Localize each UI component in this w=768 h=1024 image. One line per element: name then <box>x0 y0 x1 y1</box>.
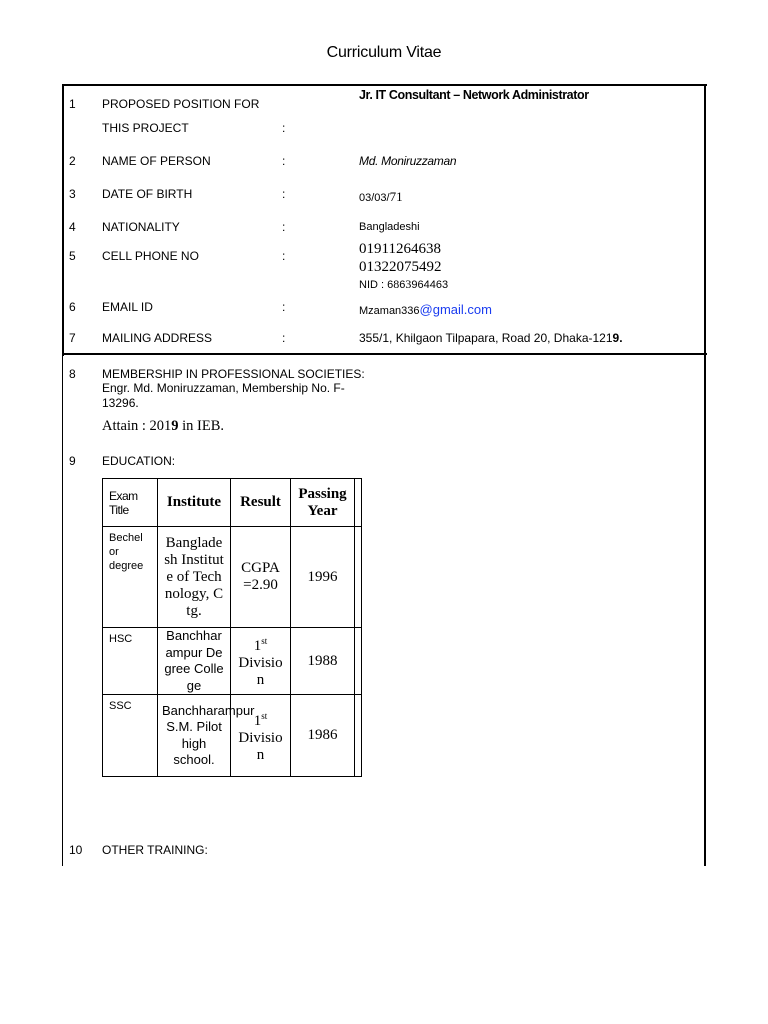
nid-value-e: 9 <box>411 279 418 291</box>
degree-result: CGPA =2.90 <box>241 560 280 593</box>
row-6-colon: : <box>282 300 286 314</box>
email-value[interactable] <box>359 301 492 319</box>
membership-line-2 <box>102 395 139 411</box>
degree-result-cell <box>231 527 291 628</box>
header-extra-col <box>355 479 362 527</box>
hsc-institute-cell <box>158 628 231 695</box>
ssc-exam: SSC <box>103 695 158 777</box>
dob-value-year: 71 <box>389 189 403 204</box>
education-table-header-row <box>103 479 362 527</box>
cv-box-right-border <box>704 84 706 866</box>
ssc-result-num: 1 <box>253 712 262 729</box>
degree-institute-cell <box>158 527 231 628</box>
mailing-address-value <box>359 331 623 345</box>
proposed-position-value: Jr. IT Consultant – Network Administrator <box>359 88 589 102</box>
cv-box-divider <box>62 353 707 355</box>
ssc-result-sup: st <box>261 710 268 721</box>
phone-1-value: 01911264638 <box>359 241 441 257</box>
nid-value-d: 3 <box>405 277 412 291</box>
row-1-label-line2: THIS PROJECT <box>102 121 189 135</box>
section-9-number: 9 <box>69 454 76 468</box>
row-7-number: 7 <box>69 331 76 345</box>
hsc-institute: Banchharampur Degree College <box>164 628 224 693</box>
membership-number: 13296 <box>102 396 136 410</box>
row-5-colon: : <box>282 249 286 263</box>
hsc-exam: HSC <box>103 628 158 695</box>
attain-place: in IEB. <box>178 418 225 434</box>
hsc-result-sup: st <box>261 636 268 646</box>
cv-box-top-border <box>62 84 707 86</box>
nationality-value: Bangladeshi <box>359 221 420 233</box>
hsc-result-word: Division <box>238 655 283 688</box>
nid-value <box>359 277 448 292</box>
ssc-extra-cell <box>355 695 362 777</box>
row-3-label: DATE OF BIRTH <box>102 187 193 201</box>
degree-extra-cell <box>355 527 362 628</box>
cv-box-left-border <box>62 84 64 356</box>
nid-value-a: NID : 6 <box>359 279 394 291</box>
degree-year: 1996 <box>291 527 355 628</box>
attain-text: Attain : 201 <box>102 418 172 434</box>
education-row-ssc <box>103 695 362 777</box>
row-2-number: 2 <box>69 154 76 168</box>
page-title: Curriculum Vitae <box>326 44 442 61</box>
attain-year-digit: 9 <box>171 418 179 434</box>
hsc-extra-cell <box>355 628 362 695</box>
row-1-label: PROPOSED POSITION FOR <box>102 97 260 111</box>
ssc-year: 1986 <box>291 695 355 777</box>
row-5-number: 5 <box>69 249 76 263</box>
membership-line-1: Engr. Md. Moniruzzaman, Membership No. F- <box>102 381 345 395</box>
row-3-number: 3 <box>69 187 76 201</box>
hsc-year: 1988 <box>291 628 355 695</box>
row-1-colon: : <box>282 121 286 135</box>
other-training-heading: OTHER TRAINING: <box>102 843 208 857</box>
membership-number-period: . <box>135 395 139 410</box>
ssc-institute-cell <box>158 695 255 777</box>
name-value: Md. Moniruzzaman <box>359 154 457 168</box>
header-result: Result <box>231 479 291 527</box>
education-table <box>102 478 362 777</box>
row-6-label: EMAIL ID <box>102 300 153 314</box>
header-institute: Institute <box>158 479 231 527</box>
row-4-label: NATIONALITY <box>102 220 180 234</box>
degree-exam: Bechel or degree <box>109 532 144 572</box>
dob-value-date: 03/03/ <box>359 192 390 204</box>
membership-heading: MEMBERSHIP IN PROFESSIONAL SOCIETIES: <box>102 367 365 381</box>
row-7-colon: : <box>282 331 286 345</box>
header-exam-title-text: Exam Title <box>109 488 138 517</box>
mailing-address-text: 355/1, Khilgaon Tilpapara, Road 20, Dhaka-121 <box>359 331 613 345</box>
row-4-colon: : <box>282 220 286 234</box>
ssc-institute: Banchharampur S.M. Pilot high school. <box>162 702 255 767</box>
ssc-result-word: Division <box>238 729 283 763</box>
row-6-number: 6 <box>69 300 76 314</box>
email-user: Mzaman336 <box>359 305 420 317</box>
dob-value <box>359 188 403 206</box>
header-exam-title <box>103 479 158 527</box>
row-2-label: NAME OF PERSON <box>102 154 211 168</box>
row-1-number: 1 <box>69 97 76 111</box>
attain-line <box>102 418 224 435</box>
cv-box-left-border-lower <box>62 355 63 866</box>
row-3-colon: : <box>282 187 286 201</box>
mailing-address-end: 9. <box>612 331 623 345</box>
row-4-number: 4 <box>69 220 76 234</box>
hsc-result-rank <box>231 633 290 655</box>
nid-value-b: 8 <box>393 277 400 291</box>
section-8-number: 8 <box>69 367 76 381</box>
hsc-result-num: 1 <box>253 638 262 654</box>
hsc-result-cell <box>231 628 291 695</box>
degree-exam-cell <box>103 527 158 628</box>
education-heading: EDUCATION: <box>102 454 176 468</box>
section-10-number: 10 <box>69 843 83 857</box>
nid-value-f: 64463 <box>417 279 449 291</box>
phone-2-value: 01322075492 <box>359 259 442 275</box>
nid-value-c: 6 <box>399 279 406 291</box>
email-domain-link[interactable]: @gmail.com <box>419 302 492 317</box>
row-5-label: CELL PHONE NO <box>102 249 199 263</box>
row-7-label: MAILING ADDRESS <box>102 331 213 345</box>
education-row-degree <box>103 527 362 628</box>
header-passing-year: Passing Year <box>291 479 355 527</box>
row-2-colon: : <box>282 154 286 168</box>
education-row-hsc <box>103 628 362 695</box>
degree-institute: Bangladesh Institute of Technology, Ctg. <box>164 534 224 619</box>
